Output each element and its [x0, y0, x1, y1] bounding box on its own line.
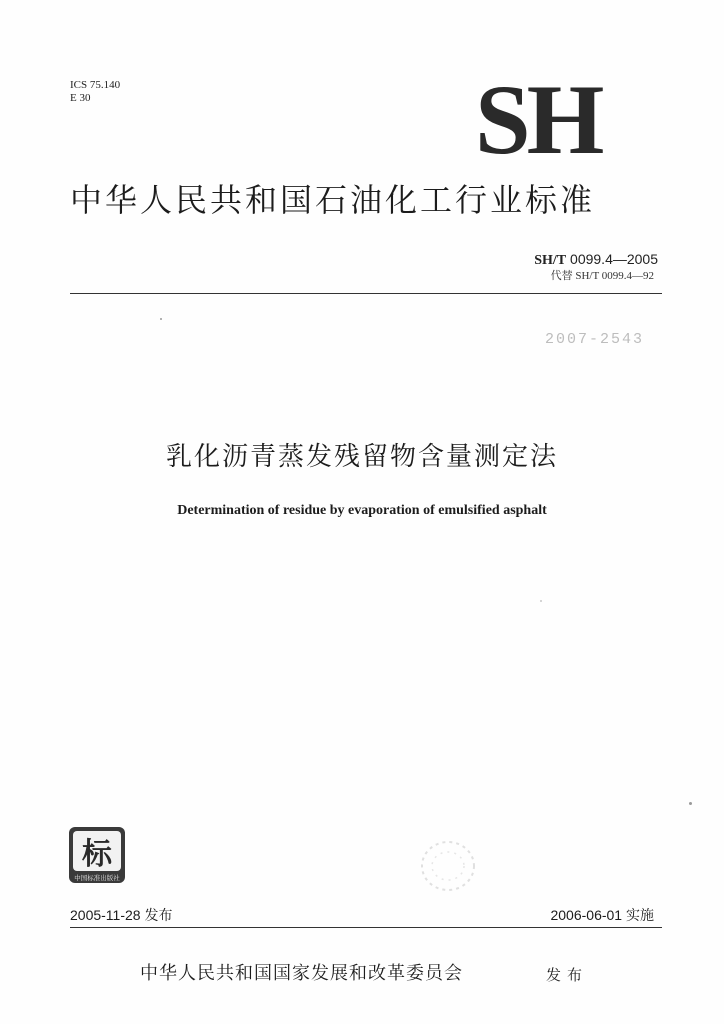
publish-label: 发布	[546, 966, 589, 984]
faint-seal-icon	[418, 838, 478, 894]
publisher-name: 中华人民共和国国家发展和改革委员会	[140, 963, 463, 984]
standard-number-value: 0099.4—2005	[566, 251, 658, 267]
logo-symbol: 标	[82, 837, 112, 872]
standard-number	[534, 250, 658, 270]
replaces-standard: 代替 SH/T 0099.4—92	[550, 270, 654, 282]
header-divider	[70, 293, 662, 294]
issue-date: 2005-11-28 发布	[70, 907, 173, 923]
implementation-date: 2006-06-01 实施	[550, 907, 654, 923]
archive-stamp-number: 2007-2543	[545, 331, 645, 348]
document-title-english: Determination of residue by evaporation of emulsified asphalt	[177, 503, 547, 518]
standard-category-title: 中华人民共和国石油化工行业标准	[70, 181, 596, 219]
document-title-chinese: 乳化沥青蒸发残留物含量测定法	[165, 442, 558, 472]
publisher-logo-icon	[68, 826, 126, 884]
logo-caption: 中国标准出版社	[74, 874, 120, 882]
sh-logo-mark: SH	[475, 64, 601, 175]
scan-speck	[540, 600, 542, 602]
scan-speck	[160, 318, 162, 320]
classification-codes	[70, 79, 120, 105]
standard-number-prefix: SH/T	[534, 253, 567, 268]
ics-code: ICS 75.140	[70, 79, 121, 91]
footer-divider	[70, 927, 662, 928]
scan-speck	[689, 802, 692, 805]
ccs-code: E 30	[70, 92, 91, 104]
